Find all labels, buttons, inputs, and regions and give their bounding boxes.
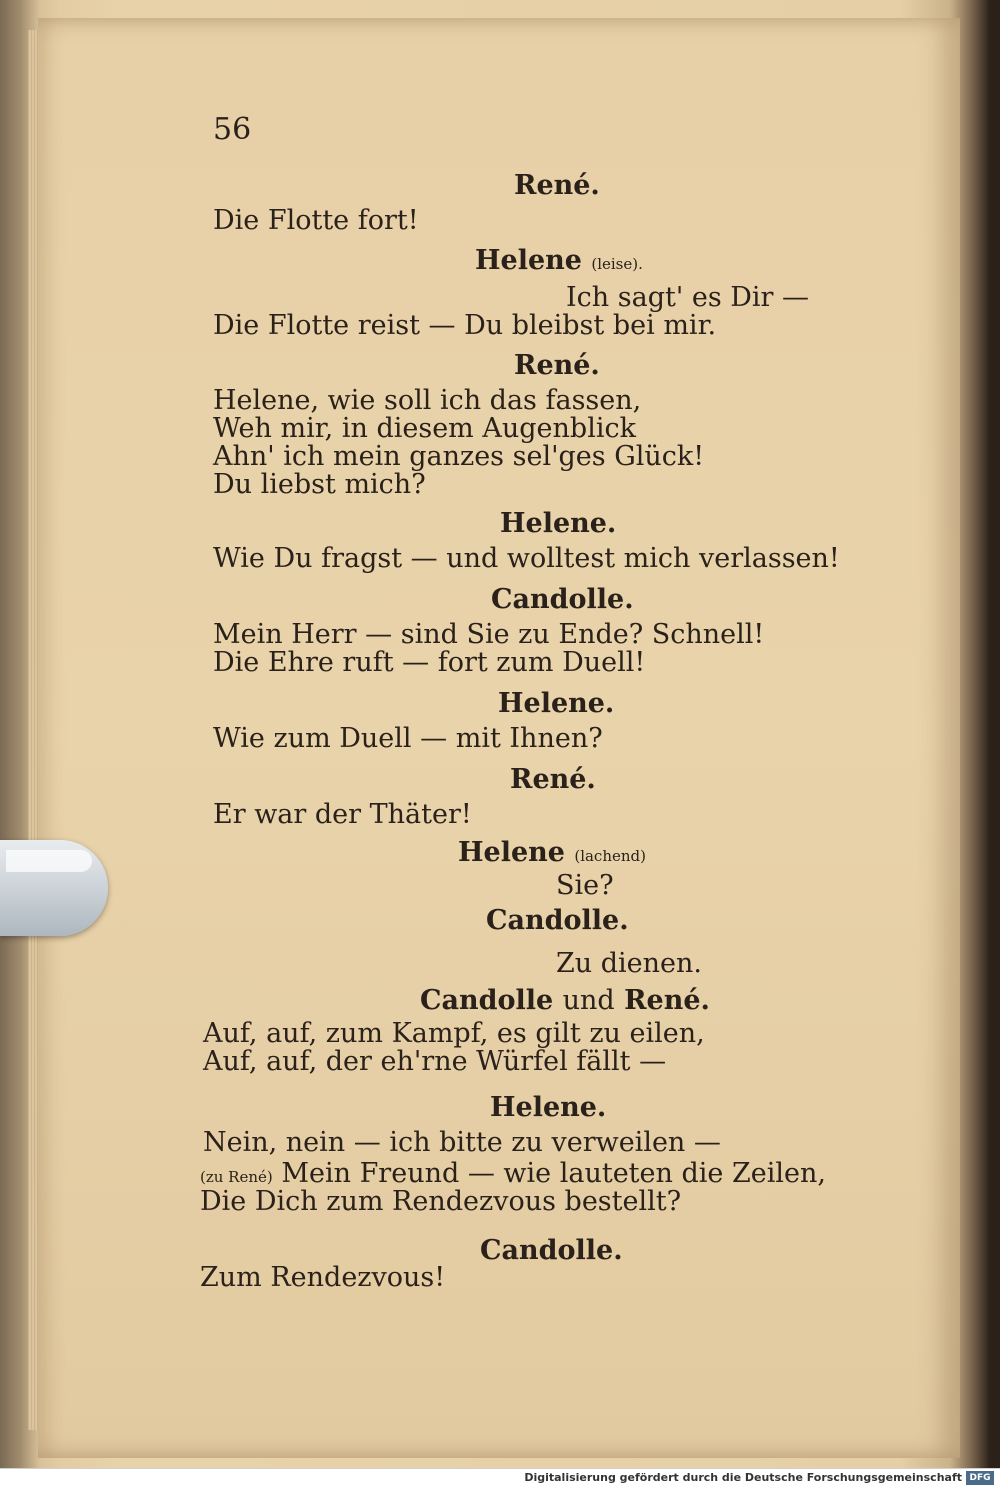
verse-line: Zum Rendezvous! [200, 1262, 446, 1293]
stage-direction: (zu René) [200, 1168, 273, 1186]
verse-line: Auf, auf, der eh'rne Würfel fällt — [203, 1046, 667, 1077]
page-number: 56 [213, 112, 252, 147]
speaker-heading: Candolle und René. [420, 985, 710, 1016]
verse-line: (zu René) Mein Freund — wie lauteten die Zeilen, [200, 1158, 826, 1189]
verse-line: Ahn' ich mein ganzes sel'ges Glück! [213, 441, 705, 472]
speaker-heading: René. [514, 350, 600, 381]
verse-line: Er war der Thäter! [213, 799, 472, 830]
speaker-heading: René. [514, 170, 600, 201]
speaker-heading: Helene. [498, 688, 615, 719]
verse-line: Ich sagt' es Dir — [566, 282, 810, 313]
footer-bar [0, 1468, 1000, 1488]
verse-line: Du liebst mich? [213, 469, 426, 500]
verse-line: Die Flotte reist — Du bleibst bei mir. [213, 310, 717, 341]
speaker-heading: Candolle. [486, 905, 629, 936]
speaker-heading: Helene (lachend) [458, 837, 646, 868]
verse-line: Auf, auf, zum Kampf, es gilt zu eilen, [203, 1018, 705, 1049]
speaker-heading: René. [510, 764, 596, 795]
funding-credit: Digitalisierung gefördert durch die Deutsche Forschungsgemeinschaft [524, 1471, 962, 1484]
speaker-heading: Candolle. [491, 584, 634, 615]
dfg-logo-icon: DFG [966, 1471, 994, 1485]
verse-line: Mein Herr — sind Sie zu Ende? Schnell! [213, 619, 765, 650]
speaker-heading: Helene (leise). [475, 245, 643, 276]
verse-line: Die Ehre ruft — fort zum Duell! [213, 647, 646, 678]
verse-line: Zu dienen. [556, 948, 702, 979]
verse-line: Wie zum Duell — mit Ihnen? [213, 723, 603, 754]
verse-line: Wie Du fragst — und wolltest mich verlassen! [213, 543, 840, 574]
verse-line: Die Dich zum Rendezvous bestellt? [200, 1186, 682, 1217]
speaker-heading: Helene. [500, 508, 617, 539]
verse-line: Sie? [556, 870, 614, 901]
verse-line: Die Flotte fort! [213, 205, 419, 236]
stage-direction: (leise). [591, 255, 643, 273]
verse-line: Nein, nein — ich bitte zu verweilen — [203, 1127, 721, 1158]
stage-direction: (lachend) [574, 847, 646, 865]
conjunction: und [562, 985, 615, 1016]
speaker-heading: Helene. [490, 1092, 607, 1123]
verse-line: Weh mir, in diesem Augenblick [213, 413, 636, 444]
verse-line: Helene, wie soll ich das fassen, [213, 385, 642, 416]
speaker-heading: Candolle. [480, 1235, 623, 1266]
